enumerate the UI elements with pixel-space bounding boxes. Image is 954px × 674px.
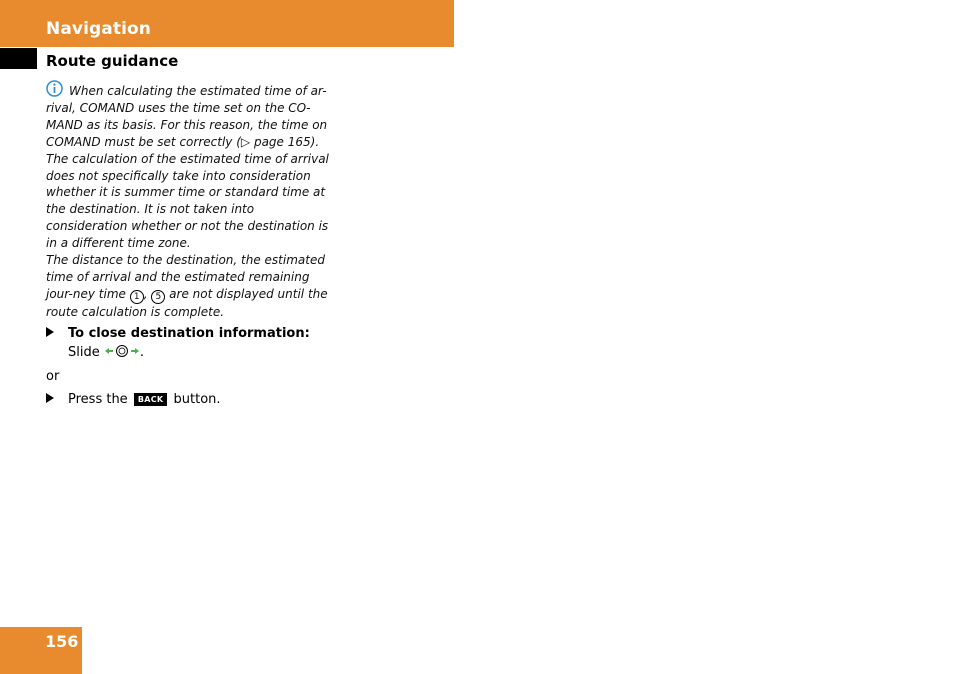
section-title: Route guidance	[46, 52, 179, 70]
step-close-destination	[46, 326, 310, 341]
page-number: 156	[45, 632, 79, 651]
bullet-icon	[46, 393, 54, 403]
back-button-icon: BACK	[134, 393, 168, 406]
step-slide: Slide .	[68, 345, 145, 360]
or-label: or	[46, 369, 60, 384]
header-title: Navigation	[46, 19, 151, 39]
button-label: button.	[173, 392, 221, 407]
note-text-3b: are not displayed until the route calculation is complete.	[46, 286, 328, 319]
note-paragraph-2: The calculation of the estimated time of arrival does not specifically take into consideration whether it is summer time or standard time at the destination. It is not taken into consideration whether or not the destination is in a different time zone.	[46, 151, 329, 251]
note-paragraph-1	[46, 80, 336, 151]
note-text-3a: The distance to the destination, the estimated time of arrival and the estimated remaining jour-ney time	[46, 253, 325, 301]
controller-slide-icon	[104, 344, 140, 358]
note-paragraph-3: The distance to the destination, the estimated time of arrival and the estimated remaining jour-ney time 1 , 5 are not displayed until the route calculation is complete.	[46, 253, 328, 319]
step-press-back	[46, 392, 221, 407]
marker-5: 5	[151, 290, 165, 304]
section-tab-marker	[0, 48, 37, 69]
marker-1: 1	[130, 290, 144, 304]
info-icon	[46, 80, 63, 97]
slide-label: Slide	[68, 345, 100, 360]
step-heading: To close destination information:	[68, 326, 310, 341]
note-text-1: When calculating the estimated time of ar-rival, COMAND uses the time set on the CO-MAND as its basis. For this reason, the time on COMAND must be set correctly (	[46, 84, 328, 149]
press-label: Press the	[68, 392, 128, 407]
page-ref: page 165).	[253, 134, 320, 149]
page-ref-arrow-icon: ▷	[240, 134, 251, 149]
bullet-icon	[46, 327, 54, 337]
info-note	[46, 80, 336, 321]
